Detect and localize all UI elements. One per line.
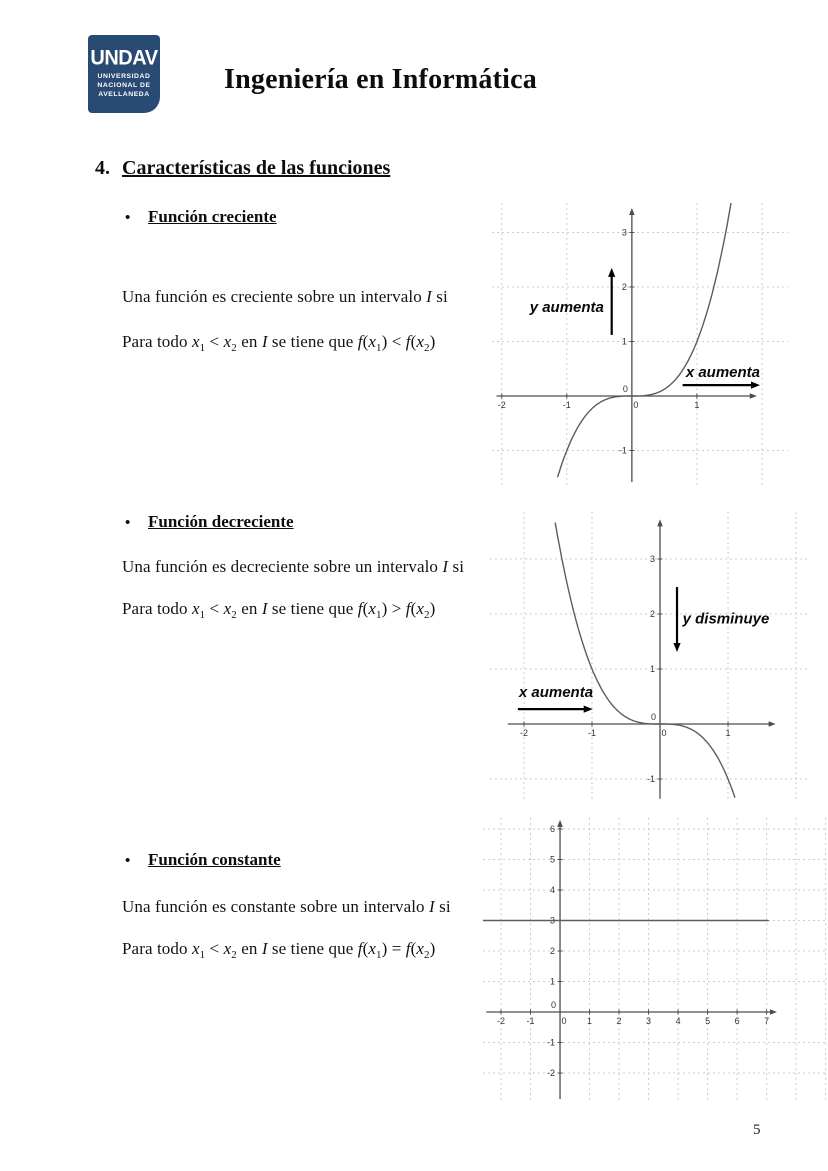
y-tick-label: 2 bbox=[650, 608, 656, 619]
y-tick-label: 3 bbox=[621, 227, 627, 238]
x-tick-label: 0 bbox=[561, 1016, 567, 1027]
annotation-label: x aumenta bbox=[518, 684, 594, 702]
bullet-icon: • bbox=[125, 853, 131, 869]
paragraph-creciente-line1: Una función es creciente sobre un intervalo I si bbox=[122, 287, 448, 306]
page-title: Ingeniería en Informática bbox=[224, 64, 537, 95]
annotation-label: y disminuye bbox=[682, 610, 770, 628]
annotation-arrow-head bbox=[608, 268, 615, 277]
y-tick-label: -2 bbox=[547, 1068, 556, 1079]
y-tick-label: 6 bbox=[550, 823, 556, 834]
logo-line-1: UNIVERSIDAD bbox=[97, 73, 151, 81]
x-tick-label: -1 bbox=[588, 727, 597, 738]
x-tick-label: 1 bbox=[725, 727, 731, 738]
subsection-heading-funcion-creciente bbox=[125, 207, 277, 227]
x-tick-label: -2 bbox=[496, 1016, 506, 1027]
y-tick-label: 3 bbox=[550, 915, 556, 926]
y-tick-label: -1 bbox=[647, 774, 656, 785]
x-tick-label: -1 bbox=[562, 399, 571, 410]
y-tick-label: 0 bbox=[622, 383, 628, 394]
x-tick-label: 1 bbox=[587, 1016, 593, 1027]
subsection-heading-funcion-decreciente bbox=[125, 512, 294, 532]
subsection-heading-label: Función decreciente bbox=[148, 512, 294, 531]
y-tick-label: -1 bbox=[618, 445, 627, 456]
section-title: Características de las funciones bbox=[122, 157, 391, 179]
y-tick-label: 1 bbox=[621, 336, 627, 347]
subsection-heading-label: Función creciente bbox=[148, 207, 277, 226]
y-axis-arrow bbox=[629, 208, 635, 215]
logo-line-2: NACIONAL DE bbox=[97, 82, 151, 90]
paragraph-constante-line1: Una función es constante sobre un intervalo I si bbox=[122, 897, 451, 916]
logo-line-3: AVELLANEDA bbox=[98, 90, 150, 98]
x-axis-arrow bbox=[770, 1009, 777, 1015]
x-tick-label: -1 bbox=[526, 1016, 535, 1027]
paragraph-decreciente-line2: Para todo $x_1 < x_2$ en I se tiene que $f(x_1) > f(x_2)$ bbox=[122, 599, 436, 621]
paragraph-constante-line2: Para todo $x_1 < x_2$ en I se tiene que $f(x_1) = f(x_2)$ bbox=[122, 939, 436, 961]
x-tick-label: 0 bbox=[633, 399, 639, 410]
y-tick-label: -1 bbox=[547, 1037, 556, 1048]
subsection-heading-funcion-constante bbox=[125, 850, 281, 870]
paragraph-decreciente-line1: Una función es decreciente sobre un intervalo I si bbox=[122, 557, 465, 576]
y-tick-label: 3 bbox=[650, 553, 656, 564]
chart-funcion-constante bbox=[483, 818, 828, 1102]
x-axis-arrow bbox=[750, 393, 757, 399]
annotation-label: x aumenta bbox=[685, 364, 761, 382]
logo-acronym: UNDAV bbox=[90, 46, 158, 70]
x-tick-label: 2 bbox=[616, 1016, 622, 1027]
x-tick-label: 7 bbox=[764, 1016, 770, 1027]
x-axis-arrow bbox=[769, 721, 776, 727]
subsection-heading-label: Función constante bbox=[148, 850, 281, 869]
bullet-icon: • bbox=[125, 515, 131, 531]
section-number: 4. bbox=[95, 157, 110, 179]
y-tick-label: 0 bbox=[651, 711, 657, 722]
y-axis-arrow bbox=[557, 820, 563, 827]
x-tick-label: 0 bbox=[661, 727, 667, 738]
undav-logo bbox=[88, 35, 160, 113]
bullet-icon: • bbox=[125, 210, 131, 226]
chart-funcion-decreciente bbox=[490, 512, 808, 802]
y-tick-label: 2 bbox=[621, 281, 627, 292]
function-curve bbox=[558, 203, 732, 477]
x-tick-label: 4 bbox=[675, 1016, 681, 1027]
chart-funcion-creciente bbox=[492, 203, 788, 485]
y-axis-arrow bbox=[657, 519, 663, 526]
x-tick-label: 5 bbox=[705, 1016, 711, 1027]
annotation-arrow-head bbox=[584, 706, 593, 713]
y-tick-label: 5 bbox=[550, 854, 556, 865]
y-tick-label: 2 bbox=[550, 946, 556, 957]
y-tick-label: 1 bbox=[650, 663, 656, 674]
annotation-label: y aumenta bbox=[529, 299, 604, 317]
section-heading bbox=[95, 157, 390, 180]
annotation-arrow-head bbox=[751, 381, 760, 388]
x-tick-label: -2 bbox=[497, 399, 506, 410]
x-tick-label: -2 bbox=[519, 727, 529, 738]
y-tick-label: 0 bbox=[551, 1000, 557, 1011]
function-curve bbox=[555, 523, 735, 797]
y-tick-label: 4 bbox=[550, 884, 556, 895]
annotation-arrow-head bbox=[673, 643, 680, 652]
x-tick-label: 1 bbox=[694, 399, 700, 410]
x-tick-label: 6 bbox=[734, 1016, 740, 1027]
page-number: 5 bbox=[753, 1122, 761, 1138]
paragraph-creciente-line2: Para todo $x_1 < x_2$ en I se tiene que $f(x_1) < f(x_2)$ bbox=[122, 332, 436, 354]
x-tick-label: 3 bbox=[646, 1016, 652, 1027]
y-tick-label: 1 bbox=[550, 976, 556, 987]
